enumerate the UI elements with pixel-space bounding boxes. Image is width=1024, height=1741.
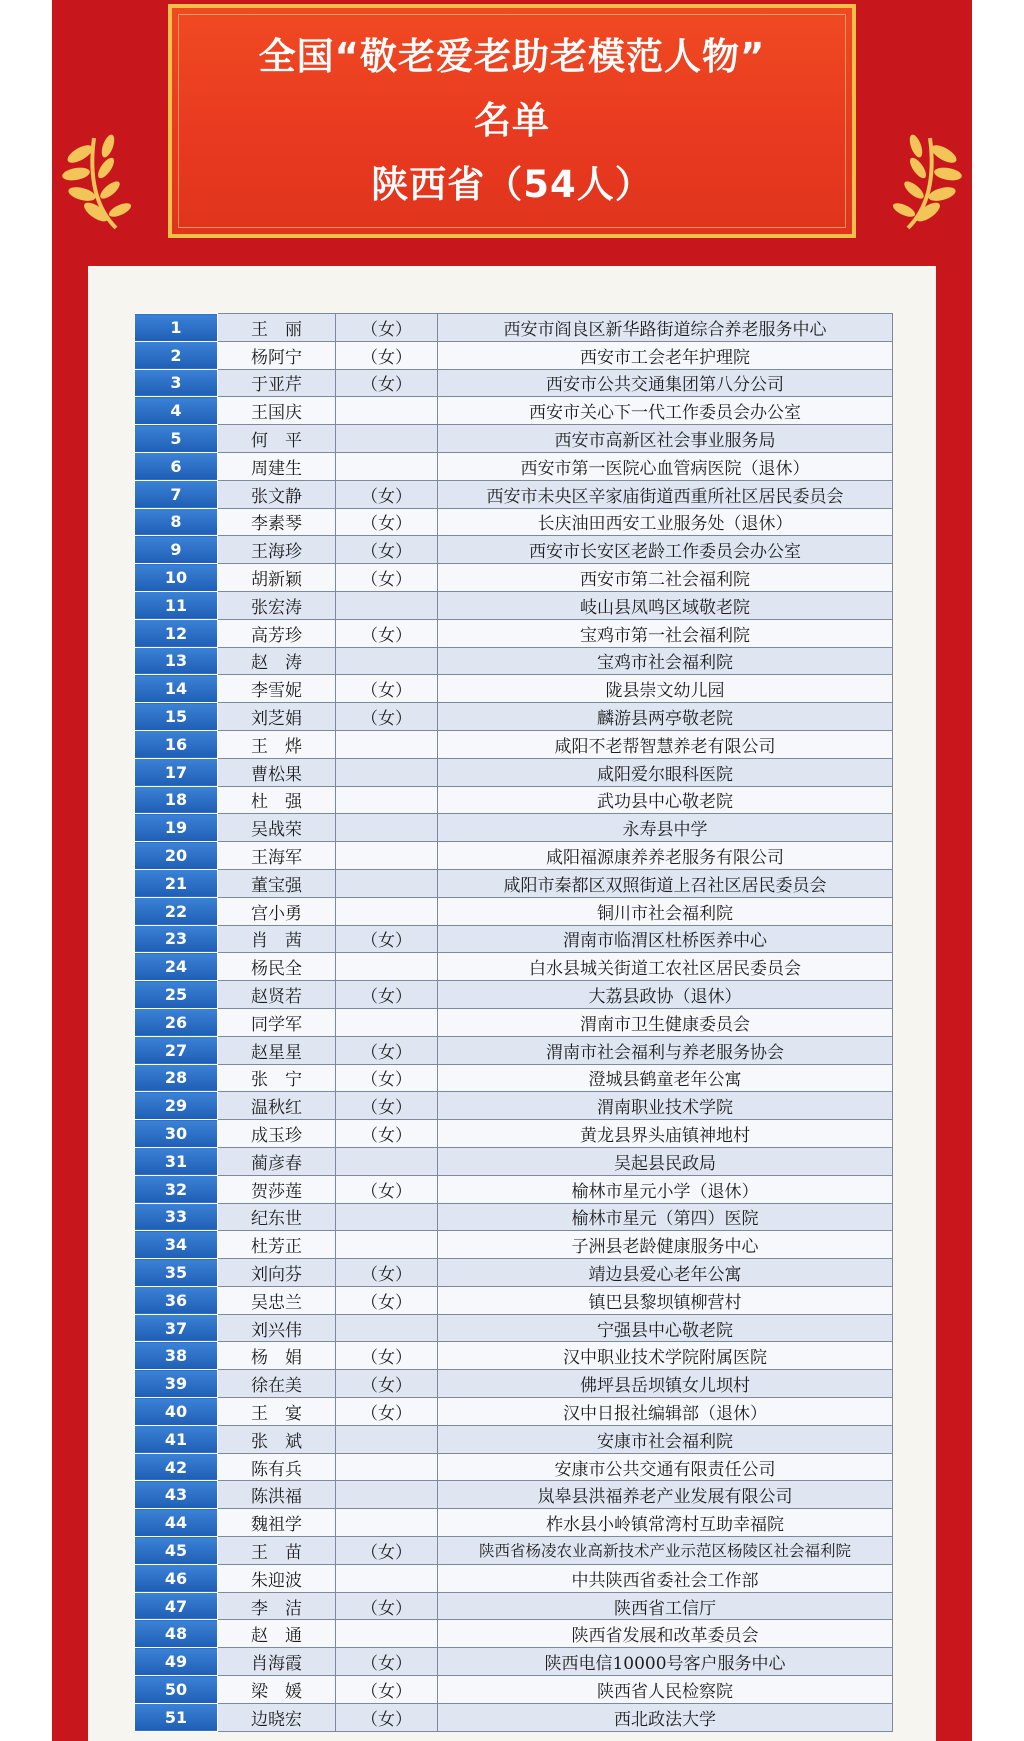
organization: 西北政法大学	[438, 1703, 893, 1731]
organization: 镇巴县黎坝镇柳营村	[438, 1286, 893, 1314]
table-row	[135, 1592, 893, 1620]
organization: 黄龙县界头庙镇神地村	[438, 1120, 893, 1148]
row-number: 23	[135, 925, 218, 953]
gender-note: （女）	[336, 1398, 438, 1426]
gender-note	[336, 1008, 438, 1036]
person-name: 朱迎波	[218, 1564, 336, 1592]
table-row	[135, 814, 893, 842]
person-name: 曹松果	[218, 758, 336, 786]
person-name: 徐在美	[218, 1370, 336, 1398]
person-name: 赵星星	[218, 1036, 336, 1064]
person-name: 陈洪福	[218, 1481, 336, 1509]
table-row	[135, 369, 893, 397]
table-row	[135, 1314, 893, 1342]
row-number: 18	[135, 786, 218, 814]
person-name: 赵 通	[218, 1620, 336, 1648]
person-name: 杨民全	[218, 953, 336, 981]
organization: 陕西省发展和改革委员会	[438, 1620, 893, 1648]
row-number: 39	[135, 1370, 218, 1398]
organization: 安康市社会福利院	[438, 1425, 893, 1453]
gender-note	[336, 1314, 438, 1342]
row-number: 47	[135, 1592, 218, 1620]
gender-note	[336, 814, 438, 842]
person-name: 张宏涛	[218, 591, 336, 619]
table-row	[135, 1481, 893, 1509]
table-row	[135, 425, 893, 453]
honoree-table-container	[134, 313, 892, 1732]
organization: 渭南职业技术学院	[438, 1092, 893, 1120]
row-number: 35	[135, 1259, 218, 1287]
table-row	[135, 1676, 893, 1704]
table-row	[135, 314, 893, 342]
table-row	[135, 897, 893, 925]
person-name: 赵 涛	[218, 647, 336, 675]
organization: 西安市第一医院心血管病医院（退休）	[438, 452, 893, 480]
organization: 永寿县中学	[438, 814, 893, 842]
table-row	[135, 341, 893, 369]
organization: 西安市公共交通集团第八分公司	[438, 369, 893, 397]
gender-note: （女）	[336, 1175, 438, 1203]
gender-note: （女）	[336, 536, 438, 564]
organization: 白水县城关街道工农社区居民委员会	[438, 953, 893, 981]
gender-note	[336, 1425, 438, 1453]
row-number: 37	[135, 1314, 218, 1342]
organization: 渭南市临渭区杜桥医养中心	[438, 925, 893, 953]
row-number: 12	[135, 619, 218, 647]
person-name: 刘向芬	[218, 1259, 336, 1287]
person-name: 于亚芹	[218, 369, 336, 397]
gender-note	[336, 786, 438, 814]
person-name: 杜芳正	[218, 1231, 336, 1259]
row-number: 4	[135, 397, 218, 425]
row-number: 1	[135, 314, 218, 342]
person-name: 王 丽	[218, 314, 336, 342]
row-number: 29	[135, 1092, 218, 1120]
person-name: 梁 媛	[218, 1676, 336, 1704]
table-row	[135, 1036, 893, 1064]
table-row	[135, 1286, 893, 1314]
table-row	[135, 1370, 893, 1398]
table-row	[135, 480, 893, 508]
organization: 西安市高新区社会事业服务局	[438, 425, 893, 453]
row-number: 34	[135, 1231, 218, 1259]
person-name: 吴战荣	[218, 814, 336, 842]
table-row	[135, 564, 893, 592]
row-number: 6	[135, 452, 218, 480]
gender-note: （女）	[336, 341, 438, 369]
person-name: 温秋红	[218, 1092, 336, 1120]
row-number: 11	[135, 591, 218, 619]
row-number: 45	[135, 1537, 218, 1565]
table-row	[135, 1175, 893, 1203]
gender-note	[336, 591, 438, 619]
person-name: 肖 茜	[218, 925, 336, 953]
table-row	[135, 397, 893, 425]
organization: 武功县中心敬老院	[438, 786, 893, 814]
table-row	[135, 925, 893, 953]
row-number: 7	[135, 480, 218, 508]
table-row	[135, 452, 893, 480]
organization: 靖边县爱心老年公寓	[438, 1259, 893, 1287]
gender-note	[336, 452, 438, 480]
person-name: 李 洁	[218, 1592, 336, 1620]
gender-note	[336, 1564, 438, 1592]
laurel-icon	[56, 118, 156, 238]
organization: 陇县崇文幼儿园	[438, 675, 893, 703]
person-name: 张文静	[218, 480, 336, 508]
row-number: 43	[135, 1481, 218, 1509]
row-number: 8	[135, 508, 218, 536]
person-name: 张 斌	[218, 1425, 336, 1453]
organization: 汉中日报社编辑部（退休）	[438, 1398, 893, 1426]
gender-note: （女）	[336, 1120, 438, 1148]
row-number: 28	[135, 1064, 218, 1092]
table-row	[135, 1203, 893, 1231]
person-name: 同学军	[218, 1008, 336, 1036]
row-number: 51	[135, 1703, 218, 1731]
organization: 吴起县民政局	[438, 1147, 893, 1175]
organization: 宝鸡市社会福利院	[438, 647, 893, 675]
gender-note: （女）	[336, 981, 438, 1009]
organization: 渭南市卫生健康委员会	[438, 1008, 893, 1036]
row-number: 21	[135, 869, 218, 897]
gender-note	[336, 1620, 438, 1648]
person-name: 成玉珍	[218, 1120, 336, 1148]
person-name: 杜 强	[218, 786, 336, 814]
person-name: 赵贤若	[218, 981, 336, 1009]
gender-note: （女）	[336, 925, 438, 953]
person-name: 刘芝娟	[218, 703, 336, 731]
person-name: 张 宁	[218, 1064, 336, 1092]
row-number: 10	[135, 564, 218, 592]
organization: 陕西省人民检察院	[438, 1676, 893, 1704]
gender-note: （女）	[336, 1064, 438, 1092]
table-row	[135, 1342, 893, 1370]
gender-note	[336, 842, 438, 870]
person-name: 董宝强	[218, 869, 336, 897]
organization: 铜川市社会福利院	[438, 897, 893, 925]
row-number: 20	[135, 842, 218, 870]
organization: 麟游县两亭敬老院	[438, 703, 893, 731]
gender-note: （女）	[336, 675, 438, 703]
row-number: 30	[135, 1120, 218, 1148]
person-name: 魏祖学	[218, 1509, 336, 1537]
gender-note: （女）	[336, 564, 438, 592]
row-number: 31	[135, 1147, 218, 1175]
gender-note: （女）	[336, 703, 438, 731]
gender-note: （女）	[336, 1036, 438, 1064]
gender-note	[336, 1147, 438, 1175]
person-name: 刘兴伟	[218, 1314, 336, 1342]
row-number: 49	[135, 1648, 218, 1676]
person-name: 贺莎莲	[218, 1175, 336, 1203]
row-number: 40	[135, 1398, 218, 1426]
table-row	[135, 1509, 893, 1537]
gender-note	[336, 1203, 438, 1231]
person-name: 边晓宏	[218, 1703, 336, 1731]
person-name: 蔺彦春	[218, 1147, 336, 1175]
row-number: 42	[135, 1453, 218, 1481]
table-row	[135, 730, 893, 758]
table-row	[135, 1064, 893, 1092]
gender-note: （女）	[336, 314, 438, 342]
gender-note	[336, 758, 438, 786]
organization: 岚皋县洪福养老产业发展有限公司	[438, 1481, 893, 1509]
organization: 澄城县鹤童老年公寓	[438, 1064, 893, 1092]
row-number: 25	[135, 981, 218, 1009]
row-number: 41	[135, 1425, 218, 1453]
row-number: 16	[135, 730, 218, 758]
row-number: 2	[135, 341, 218, 369]
row-number: 9	[135, 536, 218, 564]
person-name: 高芳珍	[218, 619, 336, 647]
organization: 安康市公共交通有限责任公司	[438, 1453, 893, 1481]
organization: 咸阳福源康养养老服务有限公司	[438, 842, 893, 870]
province-heading: 陕西省（54人）	[371, 163, 653, 206]
gender-note	[336, 397, 438, 425]
table-row	[135, 1008, 893, 1036]
table-row	[135, 1259, 893, 1287]
row-number: 22	[135, 897, 218, 925]
table-row	[135, 536, 893, 564]
table-row	[135, 1231, 893, 1259]
gender-note	[336, 869, 438, 897]
table-row	[135, 758, 893, 786]
person-name: 王海军	[218, 842, 336, 870]
person-name: 王 宴	[218, 1398, 336, 1426]
row-number: 38	[135, 1342, 218, 1370]
gender-note	[336, 1509, 438, 1537]
organization: 咸阳不老帮智慧养老有限公司	[438, 730, 893, 758]
gender-note: （女）	[336, 508, 438, 536]
gender-note: （女）	[336, 1092, 438, 1120]
gender-note: （女）	[336, 1259, 438, 1287]
row-number: 19	[135, 814, 218, 842]
gender-note	[336, 953, 438, 981]
table-row	[135, 1398, 893, 1426]
table-row	[135, 953, 893, 981]
row-number: 48	[135, 1620, 218, 1648]
person-name: 王 苗	[218, 1537, 336, 1565]
gender-note	[336, 647, 438, 675]
organization: 咸阳爱尔眼科医院	[438, 758, 893, 786]
gender-note: （女）	[336, 1648, 438, 1676]
table-row	[135, 1120, 893, 1148]
row-number: 46	[135, 1564, 218, 1592]
table-row	[135, 1453, 893, 1481]
gender-note: （女）	[336, 1676, 438, 1704]
organization: 柞水县小岭镇常湾村互助幸福院	[438, 1509, 893, 1537]
person-name: 李素琴	[218, 508, 336, 536]
organization: 西安市工会老年护理院	[438, 341, 893, 369]
row-number: 27	[135, 1036, 218, 1064]
person-name: 陈有兵	[218, 1453, 336, 1481]
person-name: 王国庆	[218, 397, 336, 425]
table-row	[135, 869, 893, 897]
gender-note: （女）	[336, 1592, 438, 1620]
row-number: 5	[135, 425, 218, 453]
row-number: 26	[135, 1008, 218, 1036]
table-row	[135, 1564, 893, 1592]
table-row	[135, 786, 893, 814]
organization: 西安市未央区辛家庙街道西重所社区居民委员会	[438, 480, 893, 508]
table-row	[135, 1703, 893, 1731]
person-name: 肖海霞	[218, 1648, 336, 1676]
honoree-table	[134, 313, 893, 1732]
gender-note: （女）	[336, 1703, 438, 1731]
gender-note: （女）	[336, 1342, 438, 1370]
organization: 中共陕西省委社会工作部	[438, 1564, 893, 1592]
organization: 子洲县老龄健康服务中心	[438, 1231, 893, 1259]
person-name: 杨 娟	[218, 1342, 336, 1370]
gender-note	[336, 1231, 438, 1259]
row-number: 50	[135, 1676, 218, 1704]
table-row	[135, 675, 893, 703]
row-number: 33	[135, 1203, 218, 1231]
organization: 陕西电信10000号客户服务中心	[438, 1648, 893, 1676]
table-row	[135, 703, 893, 731]
page-subtitle: 名单	[474, 99, 550, 142]
organization: 陕西省工信厅	[438, 1592, 893, 1620]
gender-note: （女）	[336, 480, 438, 508]
row-number: 3	[135, 369, 218, 397]
organization: 西安市第二社会福利院	[438, 564, 893, 592]
row-number: 32	[135, 1175, 218, 1203]
organization: 宁强县中心敬老院	[438, 1314, 893, 1342]
page-title: 全国“敬老爱老助老模范人物”	[258, 35, 766, 78]
gender-note	[336, 730, 438, 758]
table-row	[135, 591, 893, 619]
person-name: 何 平	[218, 425, 336, 453]
gender-note: （女）	[336, 1537, 438, 1565]
table-row	[135, 1147, 893, 1175]
row-number: 14	[135, 675, 218, 703]
person-name: 纪东世	[218, 1203, 336, 1231]
gender-note: （女）	[336, 1286, 438, 1314]
organization: 长庆油田西安工业服务处（退休）	[438, 508, 893, 536]
honoree-table-body	[135, 314, 893, 1732]
organization: 大荔县政协（退休）	[438, 981, 893, 1009]
table-row	[135, 842, 893, 870]
row-number: 24	[135, 953, 218, 981]
person-name: 周建生	[218, 452, 336, 480]
laurel-icon	[868, 118, 968, 238]
row-number: 44	[135, 1509, 218, 1537]
person-name: 李雪妮	[218, 675, 336, 703]
organization: 佛坪县岳坝镇女儿坝村	[438, 1370, 893, 1398]
organization: 陕西省杨凌农业高新技术产业示范区杨陵区社会福利院	[438, 1537, 893, 1565]
organization: 西安市长安区老龄工作委员会办公室	[438, 536, 893, 564]
table-row	[135, 619, 893, 647]
table-row	[135, 981, 893, 1009]
gender-note	[336, 425, 438, 453]
table-row	[135, 647, 893, 675]
person-name: 杨阿宁	[218, 341, 336, 369]
person-name: 王海珍	[218, 536, 336, 564]
person-name: 吴忠兰	[218, 1286, 336, 1314]
row-number: 17	[135, 758, 218, 786]
organization: 榆林市星元小学（退休）	[438, 1175, 893, 1203]
gender-note: （女）	[336, 1370, 438, 1398]
table-row	[135, 1092, 893, 1120]
table-row	[135, 1425, 893, 1453]
gender-note	[336, 1453, 438, 1481]
gender-note: （女）	[336, 619, 438, 647]
title-banner	[168, 4, 856, 238]
organization: 岐山县凤鸣区域敬老院	[438, 591, 893, 619]
table-row	[135, 1537, 893, 1565]
gender-note: （女）	[336, 369, 438, 397]
organization: 汉中职业技术学院附属医院	[438, 1342, 893, 1370]
row-number: 15	[135, 703, 218, 731]
table-row	[135, 1620, 893, 1648]
person-name: 王 烨	[218, 730, 336, 758]
organization: 渭南市社会福利与养老服务协会	[438, 1036, 893, 1064]
person-name: 胡新颖	[218, 564, 336, 592]
organization: 宝鸡市第一社会福利院	[438, 619, 893, 647]
table-row	[135, 1648, 893, 1676]
row-number: 36	[135, 1286, 218, 1314]
table-row	[135, 508, 893, 536]
organization: 西安市关心下一代工作委员会办公室	[438, 397, 893, 425]
gender-note	[336, 897, 438, 925]
organization: 咸阳市秦都区双照街道上召社区居民委员会	[438, 869, 893, 897]
person-name: 宫小勇	[218, 897, 336, 925]
organization: 西安市阎良区新华路街道综合养老服务中心	[438, 314, 893, 342]
row-number: 13	[135, 647, 218, 675]
gender-note	[336, 1481, 438, 1509]
organization: 榆林市星元（第四）医院	[438, 1203, 893, 1231]
